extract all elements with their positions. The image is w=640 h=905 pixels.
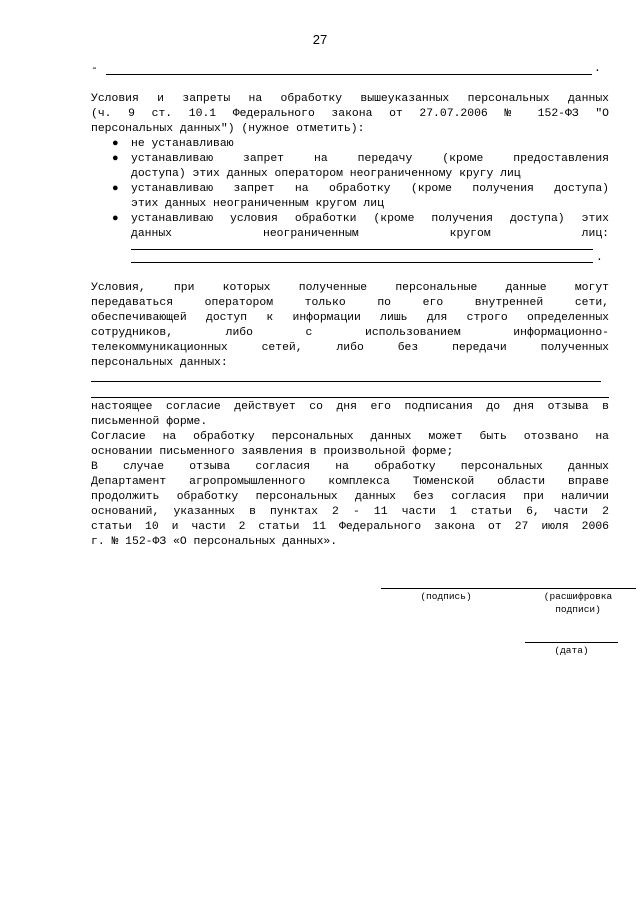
revocation-line: основании письменного заявления в произвольной форме; bbox=[91, 446, 454, 458]
top-line-end: . bbox=[594, 63, 601, 75]
transfer-line: персональных данных: bbox=[91, 357, 228, 369]
bullet-text: устанавливаю условия обработки (кроме получения доступа) этих bbox=[131, 213, 609, 225]
bullet-text: не устанавливаю bbox=[131, 138, 234, 150]
transfer-line: обеспечивающей доступ к информации лишь для строго определенных bbox=[91, 312, 609, 324]
transfer-line: Условия, при которых полученные персональные данные могут bbox=[91, 282, 609, 294]
top-blank-line bbox=[106, 74, 592, 75]
transfer-line: телекоммуникационных сетей, либо без передачи полученных bbox=[91, 342, 609, 354]
conditions-line: персональных данных") (нужное отметить): bbox=[91, 123, 365, 135]
bullet-text: этих данных неограниченным кругом лиц bbox=[131, 198, 384, 210]
bullet-icon: ● bbox=[112, 153, 119, 165]
case-line: г. № 152-ФЗ «О персональных данных». bbox=[91, 536, 338, 548]
page-number: 27 bbox=[312, 32, 328, 47]
date-line bbox=[525, 642, 618, 643]
case-line: Департамент агропромышленного комплекса Тюменской области вправе bbox=[91, 476, 609, 488]
bullet-icon: ● bbox=[112, 213, 119, 225]
conditions-line: Условия и запреты на обработку вышеуказанных персональных данных bbox=[91, 93, 609, 105]
bullet-text: доступа) этих данных оператором неограниченному кругу лиц bbox=[131, 168, 521, 180]
bullet-text: данных неограниченным кругом лиц: bbox=[131, 228, 609, 240]
bullet-icon: ● bbox=[112, 183, 119, 195]
case-line: продолжить обработку персональных данных без согласия при наличии bbox=[91, 491, 609, 503]
signature-line bbox=[381, 588, 636, 589]
transfer-line: сотрудников, либо с использованием информационно- bbox=[91, 327, 609, 339]
transfer-line: передаваться оператором только по его внутренней сети, bbox=[91, 297, 609, 309]
top-dash: - bbox=[91, 63, 98, 75]
case-line: статьи 10 и части 2 статьи 11 Федерального закона от 27 июля 2006 bbox=[91, 521, 609, 533]
bullet-text: устанавливаю запрет на обработку (кроме получения доступа) bbox=[131, 183, 609, 195]
decode-caption: (расшифровка bbox=[543, 591, 613, 602]
bullet-icon: ● bbox=[112, 138, 119, 150]
transfer-blank-line bbox=[91, 381, 601, 382]
conditions-blank-line bbox=[131, 262, 593, 263]
date-caption: (дата) bbox=[554, 645, 589, 656]
case-line: оснований, указанных в пунктах 2 - 11 части 1 статьи 6, части 2 bbox=[91, 506, 609, 518]
conditions-blank-line bbox=[131, 249, 593, 250]
signature-caption: (подпись) bbox=[420, 591, 472, 602]
revocation-line: Согласие на обработку персональных данных может быть отозвано на bbox=[91, 431, 609, 443]
bullet-text: устанавливаю запрет на передачу (кроме предоставления bbox=[131, 153, 609, 165]
conditions-blank-end: . bbox=[596, 252, 603, 264]
case-line: В случае отзыва согласия на обработку персональных данных bbox=[91, 461, 609, 473]
decode-caption: подписи) bbox=[555, 604, 601, 615]
validity-line: настоящее согласие действует со дня его подписания до дня отзыва в bbox=[91, 401, 609, 413]
conditions-line: (ч. 9 ст. 10.1 Федерального закона от 27.07.2006 № 152-ФЗ "О bbox=[91, 108, 609, 120]
validity-line: письменной форме. bbox=[91, 416, 208, 428]
transfer-blank-line bbox=[91, 397, 609, 398]
